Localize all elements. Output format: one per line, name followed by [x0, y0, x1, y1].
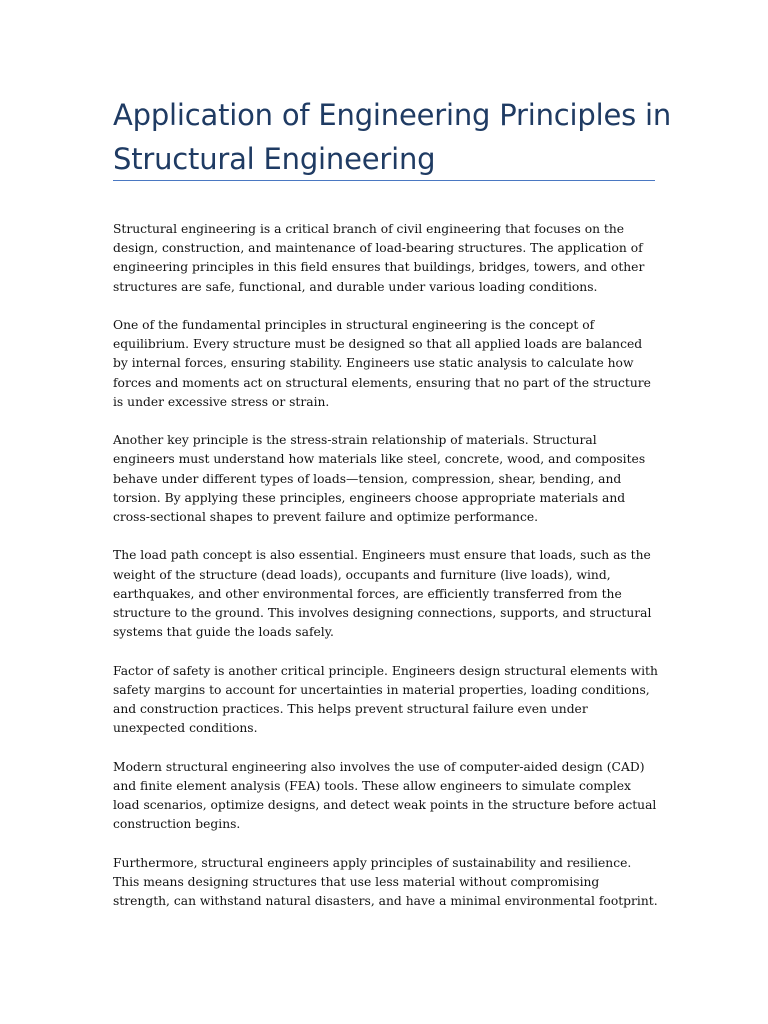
paragraph-load-path: The load path concept is also essential. Engineers must ensure that loads, such as the weight of the structure (dead loads), occupants and furniture (live loads), wind, earthquakes, and other environmental forces, are efficiently transferred from the structure to the ground. This involves designing connections, supports, and structural systems that guide the loads safely.	[113, 548, 652, 640]
paragraph-intro: Structural engineering is a critical branch of civil engineering that focuses on the design, construction, and maintenance of load-bearing structures. The application of engineering principles in this field ensures that buildings, bridges, towers, and other structures are safe, functional, and durable under various loading conditions.	[113, 222, 645, 294]
title-underline-rule	[113, 180, 655, 181]
document-title: Application of Engineering Principles in Structural Engineering	[113, 98, 672, 176]
paragraph-sustainability: Furthermore, structural engineers apply principles of sustainability and resilience. This means designing structures that use less material without compromising strength, can withstand natural disasters, and have a minimal environmental footprint.	[113, 855, 658, 909]
paragraph-cad-fea: Modern structural engineering also involves the use of computer-aided design (CAD) and finite element analysis (FEA) tools. These allow engineers to simulate complex load scenarios, optimize designs, and detect weak points in the structure before actual construction begins.	[113, 759, 657, 832]
paragraph-stress-strain: Another key principle is the stress-strain relationship of materials. Structural engineers must understand how materials like steel, concrete, wood, and composites behave under different types of loads—tension, compression, shear, bending, and torsion. By applying these principles, engineers choose appropriate materials and cross-sectional shapes to prevent failure and optimize performance.	[113, 433, 646, 525]
paragraph-equilibrium: One of the fundamental principles in structural engineering is the concept of equilibrium. Every structure must be designed so that all applied loads are balanced by internal forces, ensuring stability. Engineers use static analysis to calculate how forces and moments act on structural elements, ensuring that no part of the structure is under excessive stress or strain.	[113, 318, 651, 409]
document-body	[113, 220, 658, 930]
paragraph-factor-of-safety: Factor of safety is another critical principle. Engineers design structural elements with safety margins to account for uncertainties in material properties, loading conditions, and construction practices. This helps prevent structural failure even under unexpected conditions.	[113, 663, 658, 736]
